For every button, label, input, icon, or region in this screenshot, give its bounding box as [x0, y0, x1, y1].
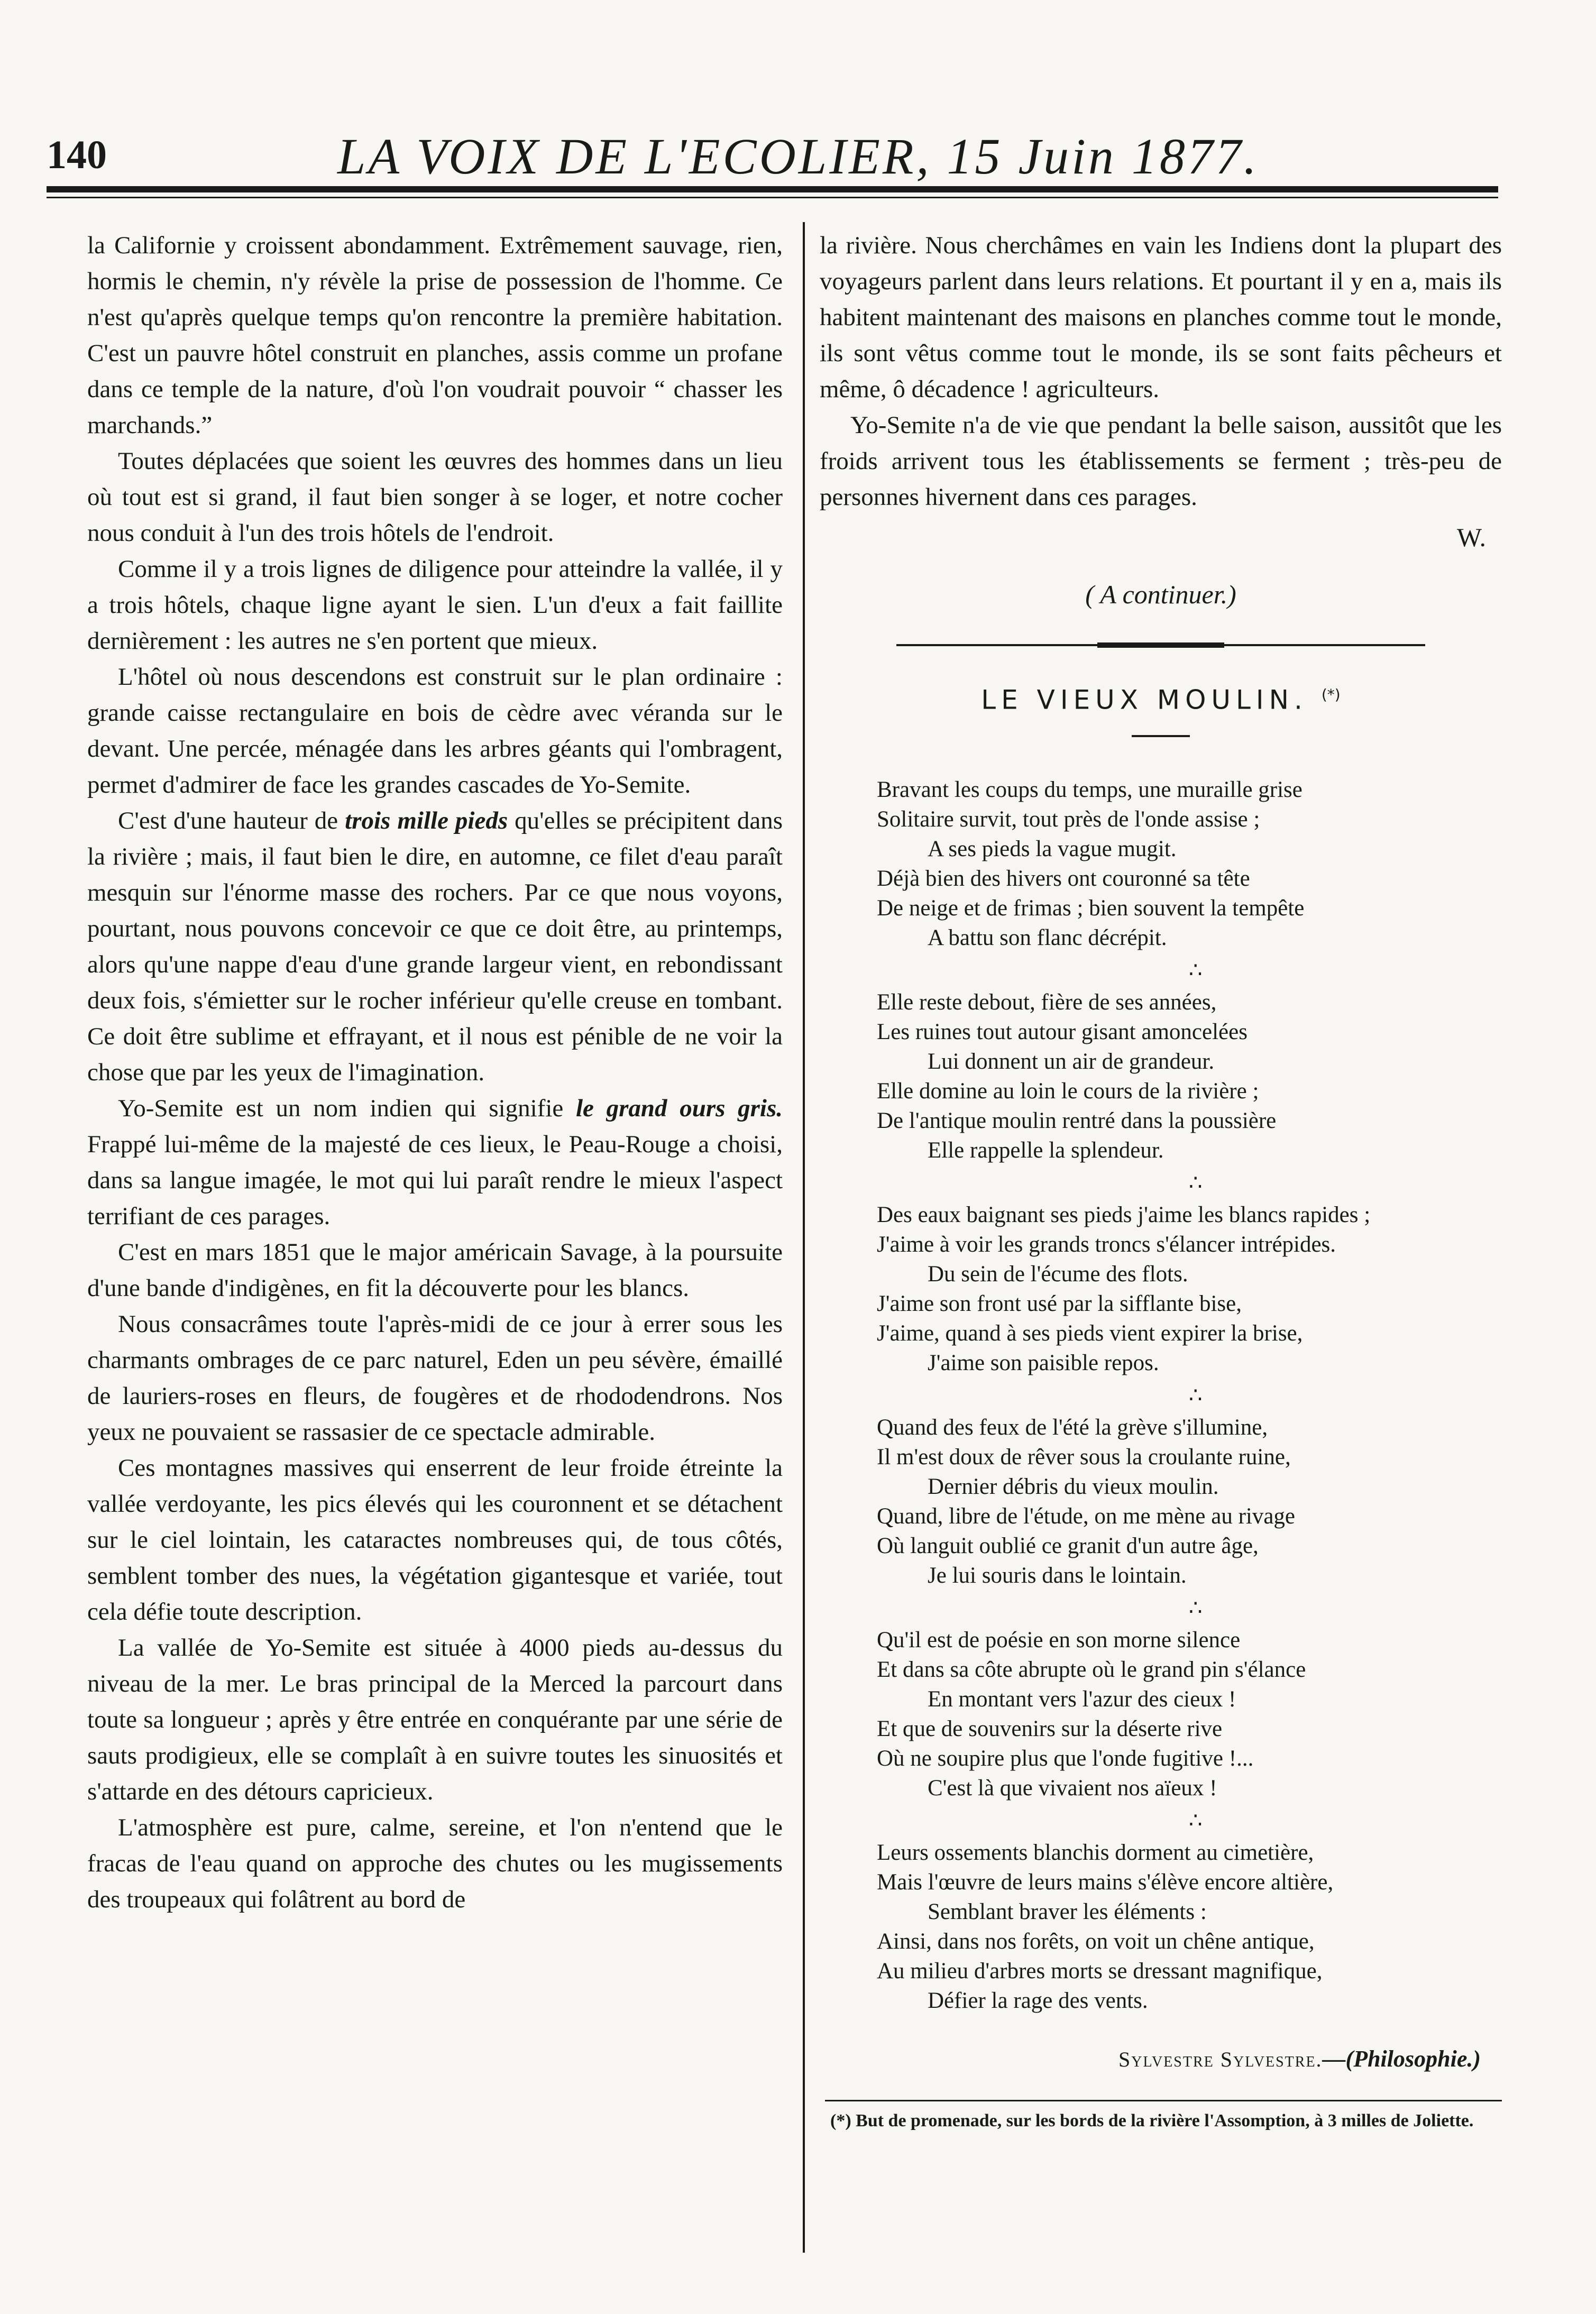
- verse-line: Du sein de l'écume des flots.: [928, 1261, 1188, 1287]
- poem-title-text: LE VIEUX MOULIN.: [981, 684, 1308, 715]
- stanza: [877, 1838, 1502, 2016]
- paragraph: Nous consacrâmes toute l'après-midi de ce jour à errer sous les charmants ombrages de ce parc naturel, Eden un peu sévère, émaillé de lauriers-roses en fleurs, de fougères et de rhododendrons. Nos yeux ne pouvaient se rassasier de ce spectacle admirable.: [87, 1310, 783, 1446]
- verse-line: J'aime, quand à ses pieds vient expirer la brise,: [877, 1320, 1303, 1346]
- left-column: [87, 227, 783, 1917]
- verse-line: J'aime à voir les grands troncs s'élancer intrépides.: [877, 1232, 1336, 1257]
- poem-title: [820, 677, 1502, 718]
- verse-line: Et que de souvenirs sur la déserte rive: [877, 1716, 1223, 1741]
- page-number: 140: [47, 133, 107, 177]
- stanza-separator: ∴: [1189, 1170, 1201, 1195]
- stanza: [877, 1413, 1502, 1591]
- paragraph: Yo-Semite n'a de vie que pendant la belle saison, aussitôt que les froids arrivent tous les établissements se ferment ; très-peu de personnes hivernent dans ces parages.: [820, 411, 1502, 511]
- stanza-separator: ∴: [1189, 1383, 1201, 1407]
- signature: W.: [1456, 522, 1486, 552]
- verse-line: J'aime son front usé par la sifflante bise,: [877, 1291, 1242, 1316]
- footnote: (*) But de promenade, sur les bords de la rivière l'Assomption, à 3 milles de Joliette.: [830, 2110, 1474, 2131]
- verse-line: Bravant les coups du temps, une muraille grise: [877, 777, 1303, 802]
- paragraph: Ces montagnes massives qui enserrent de leur froide étreinte la vallée verdoyante, les pics élevés qui les couronnent et se détachent sur le ciel lointain, les cataractes nombreuses qui, de tous côtés, semblent tomber des nues, la végétation gigantesque et variée, tout cela défie toute description.: [87, 1454, 783, 1626]
- stanza-separator: ∴: [1189, 1595, 1201, 1620]
- text: qu'elles se précipitent dans la rivière ; mais, il faut bien le dire, en automne, ce filet d'eau paraît mesquin sur l'énorme masse des rochers. Par ce que nous voyons, pourtant, nous pouvons concevoir ce que ce doit être, au printemps, alors qu'une nappe d'eau d'une grande largeur vient, en rebondissant deux fois, s'émietter sur le rocher inférieur qu'elle creuse en tombant. Ce doit être sublime et effrayant, et il nous est pénible de ne voir la chose que par les yeux de l'imagination.: [87, 807, 783, 1086]
- verse-line: Où languit oublié ce granit d'un autre âge,: [877, 1533, 1259, 1558]
- paragraph: La vallée de Yo-Semite est située à 4000 pieds au-dessus du niveau de la mer. Le bras principal de la Merced la parcourt dans toute sa longueur ; après y être entrée en conquérante par une série de sauts prodigieux, elle se complaît à en suivre toutes les sinuosités et s'attarde en des détours capricieux.: [87, 1634, 783, 1805]
- paragraph: C'est en mars 1851 que le major américain Savage, à la poursuite d'une bande d'indigènes, en fit la découverte pour les blancs.: [87, 1238, 783, 1302]
- masthead: LA VOIX DE L'ECOLIER, 15 Juin 1877.: [337, 128, 1259, 185]
- verse-line: Il m'est doux de rêver sous la croulante ruine,: [877, 1444, 1291, 1470]
- paragraph: [87, 803, 783, 1090]
- section-rule: [896, 644, 1425, 646]
- poem-author: [820, 2041, 1481, 2078]
- verse-line: Où ne soupire plus que l'onde fugitive !...: [877, 1746, 1254, 1771]
- verse-line: De neige et de frimas ; bien souvent la tempête: [877, 895, 1305, 921]
- stanza-separator: ∴: [1189, 1808, 1201, 1832]
- author-affiliation: —(Philosophie.): [1322, 2045, 1481, 2072]
- verse-line: Des eaux baignant ses pieds j'aime les blancs rapides ;: [877, 1202, 1371, 1227]
- paragraph: la rivière. Nous cherchâmes en vain les Indiens dont la plupart des voyageurs parlent dans leurs relations. Et pourtant il y en a, mais ils habitent maintenant des maisons en planches comme tout le monde, ils sont vêtus comme tout le monde, ils se sont faits pêcheurs et même, ô décadence ! agriculteurs.: [820, 232, 1502, 403]
- verse-line: A ses pieds la vague mugit.: [928, 836, 1177, 861]
- stanza: [877, 1200, 1502, 1378]
- verse-line: De l'antique moulin rentré dans la poussière: [877, 1108, 1277, 1133]
- paragraph: L'atmosphère est pure, calme, sereine, et l'on n'entend que le fracas de l'eau quand on approche des chutes ou les mugissements des troupeaux qui folâtrent au bord de: [87, 1814, 783, 1913]
- verse-line: Semblant braver les éléments :: [928, 1899, 1207, 1924]
- verse-line: Quand des feux de l'été la grève s'illumine,: [877, 1415, 1268, 1440]
- verse-line: C'est là que vivaient nos aïeux !: [928, 1775, 1217, 1801]
- author-name: Sylvestre Sylvestre.: [1118, 2047, 1323, 2071]
- verse-line: Elle rappelle la splendeur.: [928, 1137, 1164, 1163]
- page-header: [47, 127, 1498, 185]
- verse-line: Défier la rage des vents.: [928, 1988, 1148, 2013]
- verse-line: Leurs ossements blanchis dorment au cimetière,: [877, 1840, 1314, 1865]
- verse-line: Elle reste debout, fière de ses années,: [877, 989, 1217, 1015]
- verse-line: Au milieu d'arbres morts se dressant magnifique,: [877, 1958, 1323, 1984]
- header-rule: [47, 186, 1498, 192]
- verse-line: A battu son flanc décrépit.: [928, 925, 1167, 950]
- footnote-rule: [825, 2100, 1502, 2101]
- verse-line: Qu'il est de poésie en son morne silence: [877, 1627, 1241, 1652]
- stanza-separator: ∴: [1189, 958, 1201, 982]
- text: Frappé lui-même de la majesté de ces lieux, le Peau-Rouge a choisi, dans sa langue imagée, le mot qui lui paraît rendre le mieux l'aspect terrifiant de ces parages.: [87, 1131, 783, 1230]
- stanza: [877, 775, 1502, 953]
- text: Yo-Semite est un nom indien qui signifie: [118, 1095, 576, 1122]
- paragraph: L'hôtel où nous descendons est construit sur le plan ordinaire : grande caisse rectangulaire en bois de cèdre avec véranda sur le devant. Une percée, ménagée dans les arbres géants qui l'ombragent, permet d'admirer de face les grandes cascades de Yo-Semite.: [87, 663, 783, 798]
- footnote-mark: (*): [1321, 686, 1341, 703]
- verse-line: Dernier débris du vieux moulin.: [928, 1474, 1219, 1499]
- verse-line: Ainsi, dans nos forêts, on voit un chêne antique,: [877, 1929, 1315, 1954]
- title-rule: [1132, 735, 1190, 737]
- emphasis: trois mille pieds: [345, 807, 508, 834]
- verse-line: Les ruines tout autour gisant amoncelées: [877, 1019, 1248, 1044]
- verse-line: Mais l'œuvre de leurs mains s'élève encore altière,: [877, 1869, 1334, 1895]
- verse-line: Je lui souris dans le lointain.: [928, 1563, 1187, 1588]
- section-rule-bold: [1097, 642, 1224, 648]
- verse-line: Solitaire survit, tout près de l'onde assise ;: [877, 806, 1260, 832]
- emphasis: le grand ours gris.: [575, 1095, 783, 1122]
- continuation-note: ( A continuer.): [1085, 580, 1236, 609]
- verse-line: Lui donnent un air de grandeur.: [928, 1049, 1215, 1074]
- verse-line: Elle domine au loin le cours de la rivière ;: [877, 1078, 1259, 1104]
- text: C'est d'une hauteur de: [118, 807, 345, 834]
- poem: [877, 775, 1502, 2016]
- column-divider: [803, 222, 805, 2253]
- stanza: [877, 988, 1502, 1165]
- verse-line: J'aime son paisible repos.: [928, 1350, 1159, 1375]
- header-rule-thin: [47, 197, 1498, 198]
- right-column: [820, 227, 1502, 2132]
- paragraph: Toutes déplacées que soient les œuvres des hommes dans un lieu où tout est si grand, il faut bien songer à se loger, et notre cocher nous conduit à l'un des trois hôtels de l'endroit.: [87, 447, 783, 547]
- verse-line: Et dans sa côte abrupte où le grand pin s'élance: [877, 1657, 1306, 1682]
- paragraph: la Californie y croissent abondamment. Extrêmement sauvage, rien, hormis le chemin, n'y révèle la prise de possession de l'homme. Ce n'est qu'après quelque temps qu'on rencontre la première habitation. C'est un pauvre hôtel construit en planches, assis comme un profane dans ce temple de la nature, d'où l'on voudrait pouvoir “ chasser les marchands.”: [87, 232, 783, 439]
- stanza: [877, 1626, 1502, 1803]
- paragraph: [87, 1090, 783, 1234]
- verse-line: Quand, libre de l'étude, on me mène au rivage: [877, 1503, 1296, 1529]
- verse-line: Déjà bien des hivers ont couronné sa tête: [877, 866, 1250, 891]
- paragraph: Comme il y a trois lignes de diligence pour atteindre la vallée, il y a trois hôtels, chaque ligne ayant le sien. L'un d'eux a fait faillite dernièrement : les autres ne s'en portent que mieux.: [87, 555, 783, 655]
- verse-line: En montant vers l'azur des cieux !: [928, 1686, 1236, 1712]
